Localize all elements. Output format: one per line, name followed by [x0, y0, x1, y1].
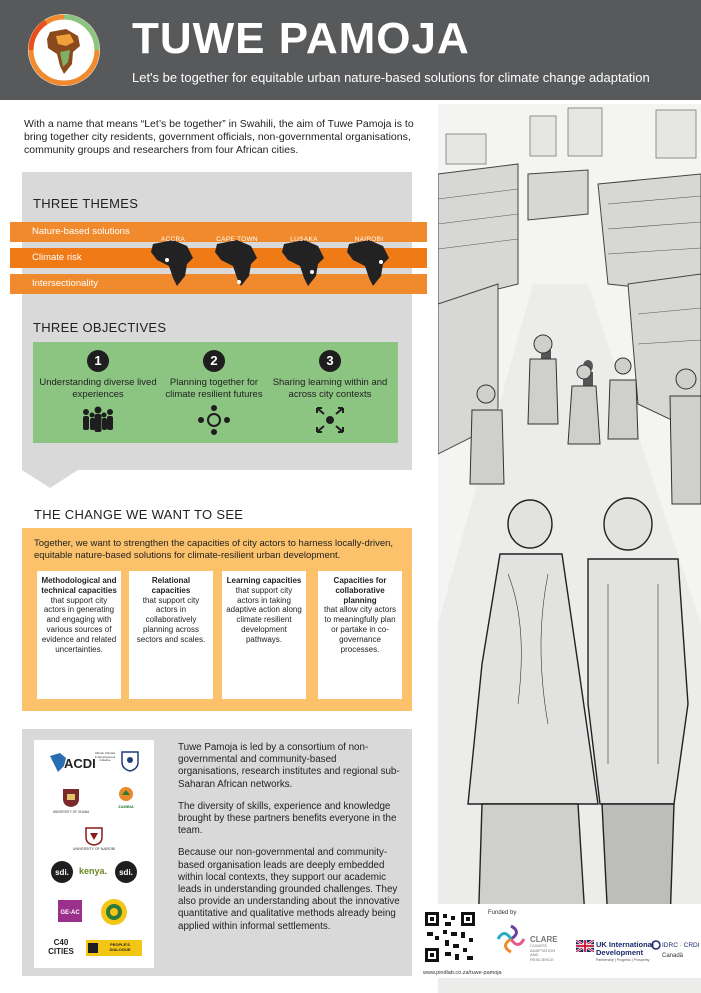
- card-text: that support city actors in taking adaptive action along climate resilient development pathways.: [226, 585, 302, 644]
- uk-international-development-logo-text: UK International Development: [596, 940, 654, 957]
- idrc-logo-text: IDRC · CRDI: [662, 942, 700, 949]
- intro-paragraph: With a name that means “Let’s be together” in Swahili, the aim of Tuwe Pamoja is to bring together city residents, government officials, non-governmental organisations, community groups and researchers from four African cities.: [24, 118, 414, 156]
- ghana-logo-text: UNIVERSITY OF GHANA: [52, 810, 90, 814]
- idrc-logo-icon: [651, 940, 661, 950]
- city-name: NAIROBI: [354, 236, 384, 243]
- partners-paragraph-3: Because our non-governmental and community-based organisation leads are deeply embedded within local contexts, they support our academic leads in understanding grounded challenges. They also provide an understanding about the innovative quantitative and qualitative methods already being applied within informal settlements.: [178, 847, 400, 932]
- card-title: Methodological and technical capacities: [41, 576, 117, 595]
- objective-number: 3: [319, 350, 341, 372]
- city-cape-town: [207, 230, 267, 292]
- objective-2: [154, 342, 274, 435]
- zambia-logo-text: ZAMBIA: [118, 804, 134, 809]
- city-name: LUSAKA: [290, 236, 318, 243]
- collaboration-icon: [197, 405, 231, 435]
- change-heading: THE CHANGE WE WANT TO SEE: [34, 507, 244, 522]
- city-name: CAPE TOWN: [216, 236, 258, 243]
- themes-heading: THREE THEMES: [33, 196, 139, 211]
- c40-logo-text: C40 CITIES: [48, 938, 74, 956]
- circular-partner-logo-icon: [100, 898, 128, 926]
- tuwe-pamoja-logo: [26, 12, 102, 88]
- sdi-kenya-logo-text: kenya.: [78, 866, 108, 876]
- objectives-heading: THREE OBJECTIVES: [33, 320, 167, 335]
- clare-logo-icon: [494, 922, 528, 956]
- theme-bar-nature: Nature-based solutions: [10, 222, 427, 242]
- university-crest-icon: [120, 750, 140, 772]
- city-accra: [143, 230, 203, 292]
- clare-logo-text: CLARE: [530, 935, 558, 944]
- acdi-subtitle: African Climate & Development Initiative: [94, 751, 116, 762]
- capacity-card-learning: [222, 571, 306, 699]
- canada-wordmark: Canadä: [662, 953, 684, 959]
- objective-3: [270, 342, 390, 435]
- sdi-logo-text: sdi.: [55, 868, 69, 877]
- sdi-logo-icon: [50, 860, 74, 884]
- city-nairobi: [339, 230, 399, 292]
- page-title: TUWE PAMOJA: [132, 14, 470, 63]
- objective-text: Understanding diverse lived experiences: [39, 377, 157, 400]
- card-text: that support city actors in generating and engaging with various sources of evidence and related uncertainties.: [41, 595, 117, 654]
- peoples-dialogue-logo-text: PEOPLE'S DIALOGUE: [109, 942, 131, 952]
- uk-flag-icon: [576, 940, 594, 952]
- card-title: Relational capacities: [151, 576, 191, 595]
- clare-logo-subtitle: CLIMATE ADAPTATION AND RESILIENCE: [530, 943, 555, 962]
- qr-code-icon[interactable]: [423, 910, 477, 964]
- sdi-logo-text: sdi.: [119, 868, 133, 877]
- acdi-logo-text: ACDI: [64, 756, 96, 771]
- change-intro: Together, we want to strengthen the capacities of city actors to harness locally-driven, equitable nature-based solutions for climate-resilient urban development.: [34, 538, 394, 561]
- partner-logos-panel: [34, 740, 154, 968]
- city-lusaka: [274, 230, 334, 292]
- objective-1: [38, 342, 158, 435]
- objective-text: Sharing learning within and across city contexts: [272, 377, 388, 400]
- informal-settlement-illustration: [438, 104, 701, 993]
- city-name: ACCRA: [160, 236, 186, 243]
- objective-number: 2: [203, 350, 225, 372]
- partners-description: [178, 742, 400, 943]
- objective-number: 1: [87, 350, 109, 372]
- zambia-logo-icon: [116, 786, 136, 804]
- ge-ac-logo-icon: [58, 900, 82, 922]
- page-subtitle: Let's be together for equitable urban nature-based solutions for climate change adaptation: [132, 70, 650, 85]
- partners-paragraph-2: The diversity of skills, experience and knowledge brought by these partners benefits everyone in the team.: [178, 800, 397, 837]
- objective-text: Planning together for climate resilient futures: [165, 377, 263, 400]
- sdi-logo-icon: [114, 860, 138, 884]
- university-of-ghana-crest-icon: [62, 788, 80, 808]
- card-title: Capacities for collaborative planning: [333, 576, 387, 605]
- acdi-logo: [48, 750, 96, 776]
- share-arrows-icon: [314, 405, 346, 435]
- capacity-card-collaborative: [318, 571, 402, 699]
- panel-pointer: [22, 470, 78, 488]
- uk-id-tagline: Partnership | Progress | Prosperity: [596, 958, 650, 962]
- project-url[interactable]: www.pindlab.co.za/tuwe-pamoja: [423, 970, 502, 976]
- card-text: that allow city actors to meaningfully plan or partake in co-governance processes.: [323, 605, 397, 654]
- people-group-icon: [78, 405, 118, 435]
- ge-ac-logo-text: GE-AC: [60, 910, 80, 916]
- capacity-card-methodological: [37, 571, 121, 699]
- nairobi-logo-text: UNIVERSITY OF NAIROBI: [72, 847, 116, 851]
- capacity-card-relational: [129, 571, 213, 699]
- card-title: Learning capacities: [226, 576, 302, 585]
- funded-by-label: Funded by: [488, 910, 517, 916]
- university-of-nairobi-crest-icon: [84, 826, 104, 846]
- partners-paragraph-1: Tuwe Pamoja is led by a consortium of non-governmental and community-based organisations, research institutes and regional sub-Saharan African networks.: [178, 742, 400, 790]
- theme-bar-intersectionality: Intersectionality: [10, 274, 427, 294]
- theme-bar-climate: Climate risk: [10, 248, 427, 268]
- card-text: that support city actors in collaboratively planning across sectors and scales.: [136, 595, 206, 644]
